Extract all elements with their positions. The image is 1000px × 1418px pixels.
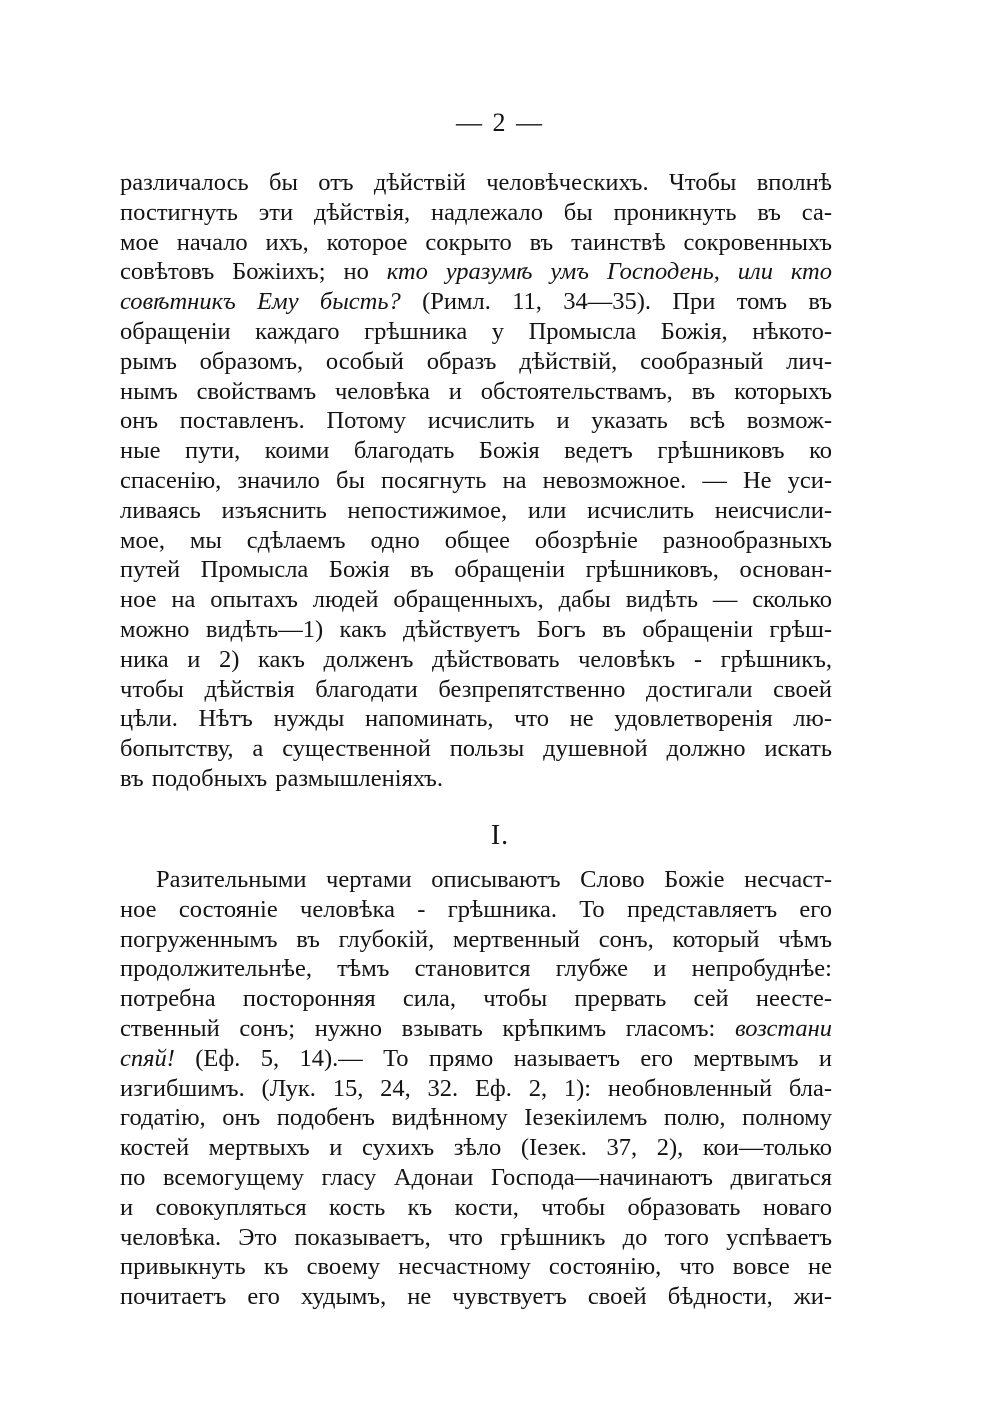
text-line: ные пути, коими благодать Божія ведетъ грѣшниковъ ко	[120, 437, 832, 465]
text-line: привыкнуть къ своему несчастному состоянію, что вовсе не	[120, 1253, 832, 1281]
text-line: цѣли. Нѣтъ нужды напоминать, что не удовлетворенія лю-	[120, 705, 832, 733]
text-segment: совѣтовъ Божіихъ; но	[120, 258, 387, 286]
text-line: различалось бы отъ дѣйствій человѣческихъ. Чтобы вполнѣ	[120, 169, 832, 196]
text-line: обращеніи каждаго грѣшника у Промысла Божія, нѣкото-	[120, 317, 832, 345]
text-line: мое, мы сдѣлаемъ одно общее обозрѣніе разнообразныхъ	[120, 526, 832, 554]
text-line: продолжительнѣе, тѣмъ становится глубже и непробуднѣе:	[120, 955, 832, 983]
text-segment: ственный сонъ; нужно взывать крѣпкимъ гласомъ:	[120, 1014, 735, 1042]
text-line: мое начало ихъ, которое сокрыто въ таинствѣ сокровенныхъ	[120, 228, 832, 256]
text-line: почитаетъ его худымъ, не чувствуетъ своей бѣдности, жи-	[120, 1283, 832, 1311]
text-line: костей мертвыхъ и сухихъ зѣло (Іезек. 37, 2), кои—только	[120, 1134, 832, 1162]
text-line: чтобы дѣйствія благодати безпрепятственно достигали своей	[120, 675, 832, 703]
text-line: ника и 2) какъ долженъ дѣйствовать человѣкъ - грѣшникъ,	[120, 645, 832, 673]
text-line-with-italic	[120, 257, 832, 287]
text-line: можно видѣть—1) какъ дѣйствуетъ Богъ въ обращеніи грѣш-	[120, 615, 832, 643]
scripture-quote-italic: спяй!	[120, 1044, 175, 1072]
text-line: человѣка. Это показываетъ, что грѣшникъ до того успѣваетъ	[120, 1223, 832, 1251]
text-line: и совокупляться кость къ кости, чтобы образовать новаго	[120, 1193, 832, 1221]
scripture-quote-italic: кто уразумѣ умъ Господень, или кто	[386, 258, 832, 286]
text-line: изгибшимъ. (Лук. 15, 24, 32. Еф. 2, 1): необновленный бла-	[120, 1074, 832, 1102]
text-line-with-italic	[120, 1044, 832, 1074]
paragraph-section-one	[120, 865, 832, 1312]
text-line: погруженнымъ въ глубокій, мертвенный сонъ, который чѣмъ	[120, 925, 832, 953]
text-line: ливаясь изъяснить непостижимое, или исчислить неисчисли-	[120, 496, 832, 524]
text-line: потребна посторонняя сила, чтобы прервать сей неесте-	[120, 985, 832, 1013]
text-line: въ подобныхъ размышленіяхъ.	[120, 764, 443, 792]
scripture-quote-italic: совѣтникъ Ему бысть?	[120, 288, 401, 316]
text-segment: (Еф. 5, 14).— То прямо называетъ его мертвымъ и	[174, 1044, 832, 1072]
text-line: путей Промысла Божія въ обращеніи грѣшниковъ, основан-	[120, 556, 832, 584]
text-line: ное на опытахъ людей обращенныхъ, дабы видѣть — сколько	[120, 586, 832, 614]
scripture-quote-italic: возстани	[735, 1014, 832, 1042]
text-line: годатію, онъ подобенъ видѣнному Іезекіилемъ полю, полному	[120, 1104, 832, 1132]
text-line: бопытству, а существенной пользы душевной должно искать	[120, 735, 832, 763]
text-line: Разительными чертами описываютъ Слово Божіе несчаст-	[156, 866, 832, 893]
text-line-with-italic	[120, 287, 832, 317]
text-line: по всемогущему гласу Адонаи Господа—начинаютъ двигаться	[120, 1163, 832, 1191]
text-line: нымъ свойствамъ человѣка и обстоятельствамъ, въ которыхъ	[120, 377, 832, 405]
page-number: — 2 —	[456, 108, 544, 137]
text-segment: (Римл. 11, 34—35). При томъ въ	[400, 288, 832, 316]
section-heading: I.	[490, 820, 510, 851]
text-line: рымъ образомъ, особый образъ дѣйствій, сообразный лич-	[120, 347, 832, 375]
text-line: спасенію, значило бы посягнуть на невозможное. — Не уси-	[120, 466, 832, 494]
text-line-with-italic	[120, 1014, 832, 1044]
text-line: ное состояніе человѣка - грѣшника. То представляетъ его	[120, 895, 832, 923]
text-line: онъ поставленъ. Потому исчислить и указать всѣ возмож-	[120, 407, 832, 435]
text-line: постигнуть эти дѣйствія, надлежало бы проникнуть въ са-	[120, 198, 832, 226]
paragraph-intro	[120, 168, 832, 794]
